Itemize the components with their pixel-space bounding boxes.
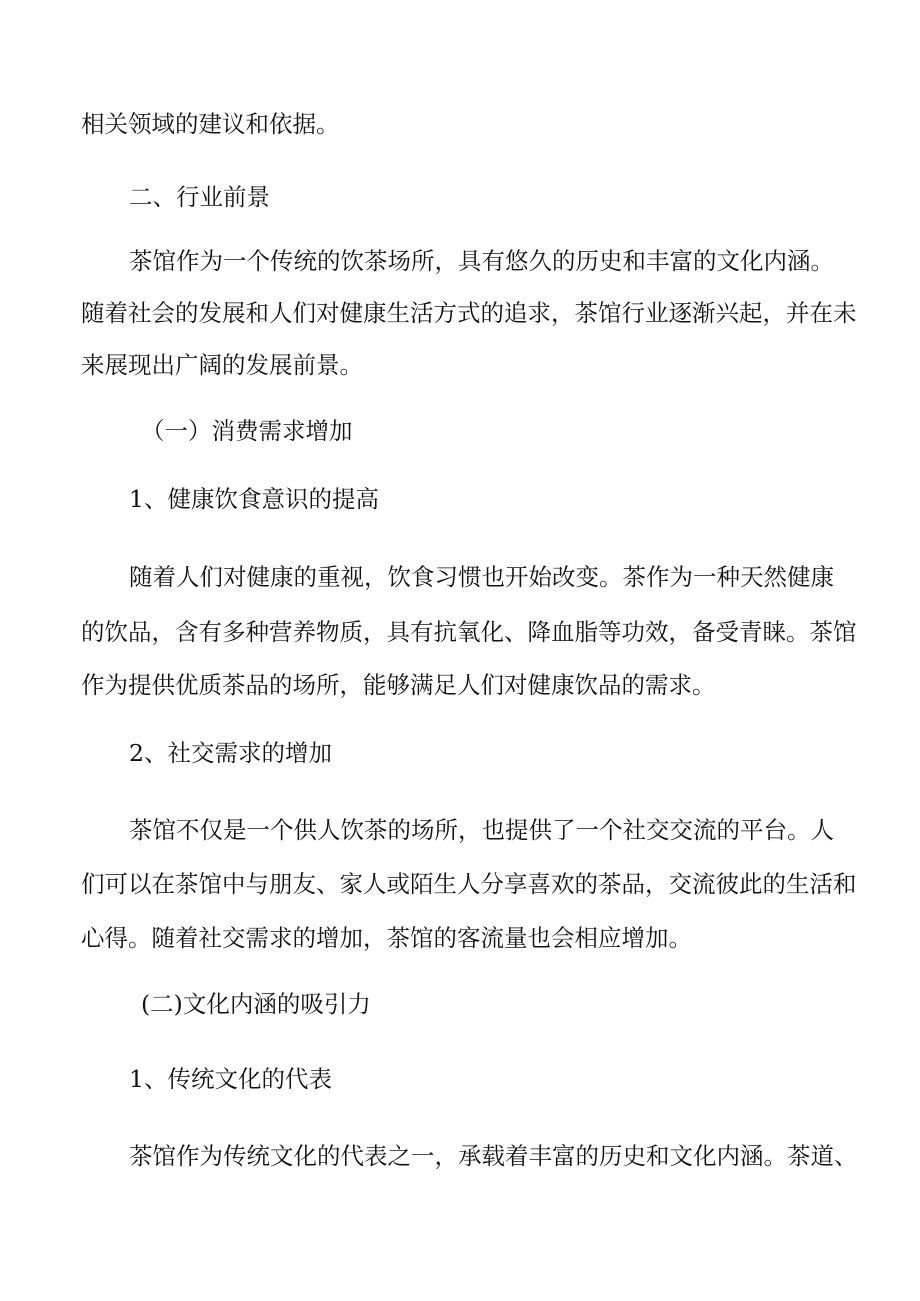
item-heading: 1、健康饮食意识的提高: [129, 485, 379, 513]
paragraph-line: 随着社会的发展和人们对健康生活方式的追求，茶馆行业逐渐兴起，并在未: [81, 299, 857, 327]
item-heading: 2、社交需求的增加: [129, 739, 332, 767]
paragraph-line: 作为提供优质茶品的场所，能够满足人们对健康饮品的需求。: [81, 671, 716, 699]
subsection-heading: (二)文化内涵的吸引力: [141, 990, 371, 1018]
paragraph-line: 们可以在茶馆中与朋友、家人或陌生人分享喜欢的茶品，交流彼此的生活和: [81, 870, 857, 898]
paragraph-line: 茶馆不仅是一个供人饮茶的场所，也提供了一个社交交流的平台。人: [129, 816, 834, 844]
paragraph-line: 随着人们对健康的重视，饮食习惯也开始改变。茶作为一种天然健康: [129, 563, 834, 591]
subsection-heading: （一）消费需求增加: [141, 417, 353, 445]
paragraph-line: 来展现出广阔的发展前景。: [81, 351, 363, 379]
paragraph-line: 的饮品，含有多种营养物质，具有抗氧化、降血脂等功效，备受青睐。茶馆: [81, 618, 857, 646]
paragraph-continuation: 相关领域的建议和依据。: [81, 110, 340, 138]
paragraph-line: 心得。随着社交需求的增加，茶馆的客流量也会相应增加。: [81, 924, 692, 952]
section-heading: 二、行业前景: [129, 183, 270, 211]
paragraph-line: 茶馆作为一个传统的饮茶场所，具有悠久的历史和丰富的文化内涵。: [129, 247, 834, 275]
paragraph-line: 茶馆作为传统文化的代表之一，承载着丰富的历史和文化内涵。茶道、: [129, 1142, 858, 1170]
item-heading: 1、传统文化的代表: [129, 1065, 332, 1093]
